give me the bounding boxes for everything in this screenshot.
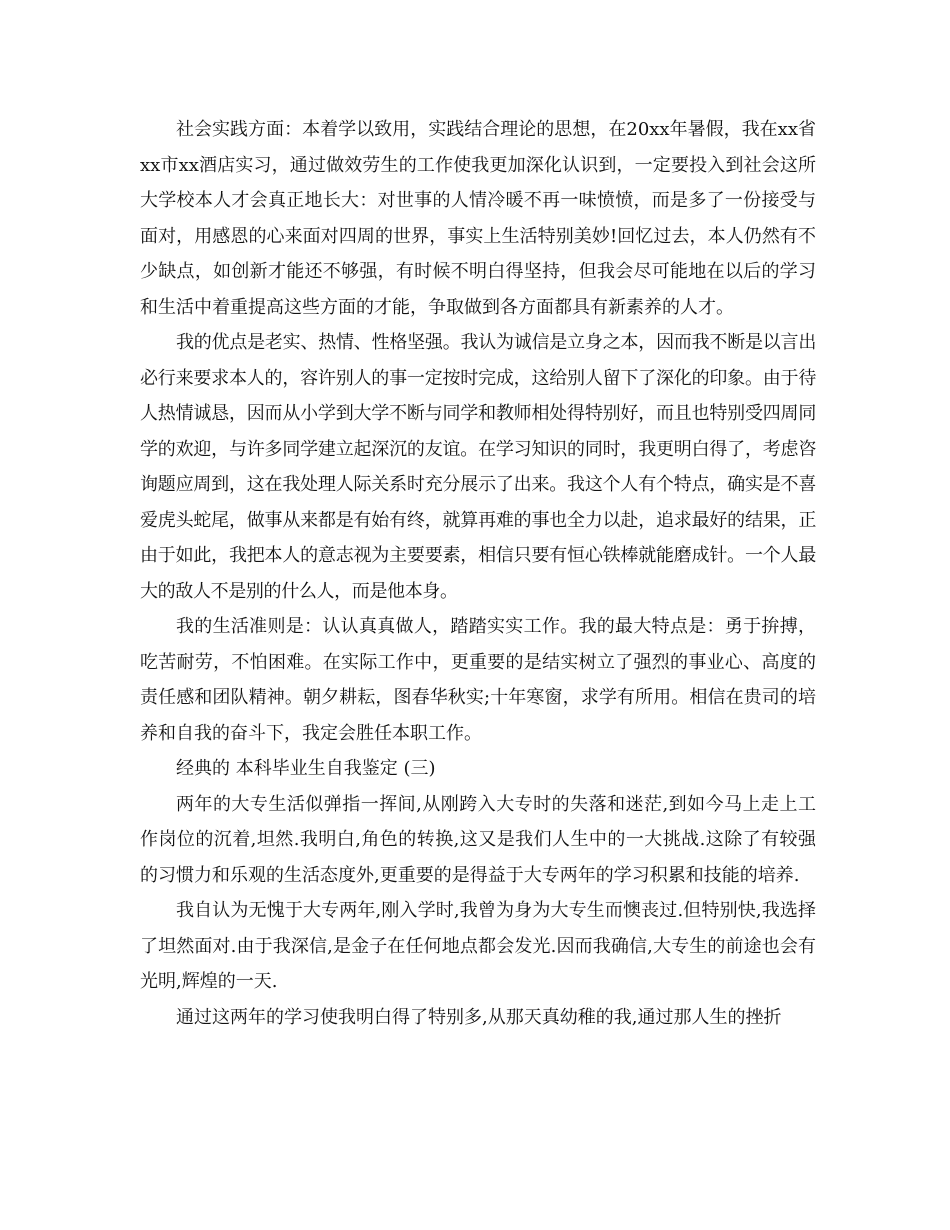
paragraph-learning: 通过这两年的学习使我明白得了特别多,从那天真幼稚的我,通过那人生的挫折: [176, 1006, 782, 1028]
paragraph-life-principles: 我的生活准则是：认认真真做人，踏踏实实工作。我的最大特点是：勇于拚搏，吃苦耐劳，不怕困难。在实际工作中，更重要的是结实树立了强烈的事业心、高度的责任感和团队精神。朝夕耕耘，图春华秋实;十年寒窗，求学有所用。相信在贵司的培养和自我的奋斗下，我定会胜任本职工作。: [140, 616, 816, 744]
paragraph-college-life: 两年的大专生活似弹指一挥间,从刚跨入大专时的失落和迷茫,到如今马上走上工作岗位的沉着,坦然.我明白,角色的转换,这又是我们人生中的一大挑战.这除了有较强的习惯力和乐观的生活态度外,更重要的是得益于大专两年的学习积累和技能的培养.: [140, 793, 816, 886]
section-heading: 经典的 本科毕业生自我鉴定 (三): [176, 758, 436, 779]
paragraph-strengths: 我的优点是老实、热情、性格坚强。我认为诚信是立身之本，因而我不断是以言出必行来要求本人的，容许别人的事一定按时完成，这给别人留下了深化的印象。由于待人热情诚恳，因而从小学到大学不断与同学和教师相处得特别好，而且也特别受四周同学的欢迎，与许多同学建立起深沉的友谊。在学习知识的同时，我更明白得了，考虑咨询题应周到，这在我处理人际关系时充分展示了出来。我这个人有个特点，确实是不喜爱虎头蛇尾，做事从来都是有始有终，就算再难的事也全力以赴，追求最好的结果，正由于如此，我把本人的意志视为主要要素，相信只要有恒心铁棒就能磨成针。一个人最大的敌人不是别的什么人，而是他本身。: [140, 332, 816, 602]
document-body: [140, 112, 816, 1035]
paragraph-self-assessment: 我自认为无愧于大专两年,刚入学时,我曾为身为大专生而懊丧过.但特别快,我选择了坦然面对.由于我深信,是金子在任何地点都会发光.因而我确信,大专生的前途也会有光明,辉煌的一天.: [140, 900, 816, 992]
paragraph-social-practice: 社会实践方面：本着学以致用，实践结合理论的思想，在20xx年暑假，我在xx省xx市xx酒店实习，通过做效劳生的工作使我更加深化认识到，一定要投入到社会这所大学校本人才会真正地长大：对世事的人情冷暖不再一味愤愤，而是多了一份接受与面对，用感恩的心来面对四周的世界，事实上生活特别美妙!回忆过去，本人仍然有不少缺点，如创新才能还不够强，有时候不明白得坚持，但我会尽可能地在以后的学习和生活中着重提高这些方面的才能，争取做到各方面都具有新素养的人才。: [140, 119, 816, 318]
